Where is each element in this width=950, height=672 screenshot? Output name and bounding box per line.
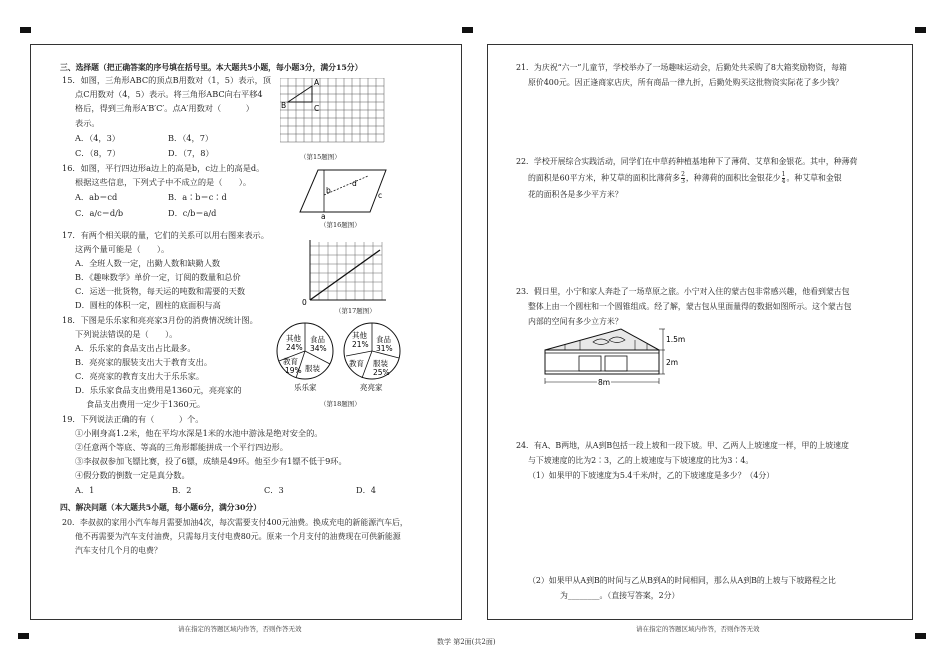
q20-line3: 汽车支付几个月的电费？	[75, 546, 162, 555]
registration-mark	[20, 27, 31, 33]
q18-option-b[interactable]: B．亮亮家的服装支出大于教育支出。	[75, 357, 213, 367]
pie1-edu-label: 教育	[283, 357, 298, 366]
q22-line1: 22．学校开展综合实践活动，同学们在中草药种植基地种下了薄荷、艾草和金银花。其中，种薄荷	[516, 157, 858, 166]
q22-frac2-num: 1	[781, 171, 786, 178]
q17-proportional-line	[310, 250, 380, 300]
q22-fraction-one-quarter	[782, 172, 786, 185]
q16-option-a[interactable]: A．ab＝cd	[75, 192, 118, 202]
pie1-name: 乐乐家	[294, 383, 317, 392]
footer-right-note: 请在指定的答题区域内作答，否则作答无效	[636, 625, 760, 633]
q23-diameter: 8m	[598, 378, 611, 387]
q19-option-c[interactable]: C．3	[264, 485, 284, 495]
q15-option-b[interactable]: B．（4，7）	[168, 133, 214, 143]
q16-label-a: a	[321, 212, 326, 220]
q22-fraction-two-thirds	[681, 172, 685, 185]
q22-text-b: ，种薄荷的面积比金银花少	[685, 173, 781, 183]
q17-line1: 17．有两个相关联的量，它们的关系可以用右图来表示。	[62, 230, 269, 240]
q16-label-b: b	[326, 186, 331, 195]
q24-part1: （1）如果甲的下坡速度为5.4千米/时，乙的下坡速度是多少？（4分）	[528, 471, 775, 480]
q18-option-a[interactable]: A．乐乐家的食品支出占比最多。	[75, 343, 196, 353]
q15-line3: 格后，得到三角形A′B′C′。点A′用数对（ ）	[75, 103, 254, 113]
q22-frac2-den: 4	[781, 178, 786, 185]
pie2-other-label: 其他	[352, 331, 367, 340]
q20-line1: 20．李叔叔的家用小汽车每月需要加油4次，每次需要支付400元油费。换成充电的新能源汽车后，	[62, 518, 408, 527]
section-3-title: 三、选择题（把正确答案的序号填在括号里。本大题共5小题，每小题3分，满分15分）	[60, 63, 363, 72]
q18-option-d[interactable]: D．乐乐家食品支出费用是1360元，亮亮家的	[75, 385, 242, 395]
q23-cone-height: 1.5m	[666, 335, 686, 344]
q15-option-a[interactable]: A．（4，3）	[75, 133, 120, 143]
q22-frac1-den: 3	[681, 178, 685, 185]
pie2-other-pct: 21%	[352, 340, 369, 349]
q16-label-d: d	[352, 179, 357, 188]
footer-page-number: 数学 第2面(共2面)	[437, 638, 496, 646]
pie-lele	[277, 323, 333, 392]
q19-item-4: ④假分数的倒数一定是真分数。	[75, 470, 190, 480]
q19-item-1: ①小刚身高1.2米，他在平均水深是1米的水池中游泳是绝对安全的。	[75, 428, 323, 438]
q18-line1: 18．下图是乐乐家和亮亮家3月份的消费情况统计图。	[62, 315, 258, 325]
q16-label-c: c	[378, 191, 383, 200]
q18-option-c[interactable]: C．亮亮家的教育支出大于乐乐家。	[75, 371, 205, 381]
yurt-roof	[545, 329, 659, 350]
pie1-clothes-label: 服装	[305, 364, 320, 373]
q19-option-a[interactable]: A．1	[75, 485, 95, 495]
q16-caption: （第16题图）	[320, 221, 361, 229]
registration-mark	[915, 633, 926, 639]
q18-caption: （第18题图）	[320, 400, 361, 408]
pie1-food-pct: 34%	[310, 344, 327, 353]
q18-option-d-cont: 食品支出费用一定少于1360元。	[86, 399, 206, 409]
pie2-edu-label: 教育	[349, 359, 364, 368]
q17-option-a[interactable]: A．全班人数一定，出勤人数和缺勤人数	[75, 258, 221, 268]
pie1-edu-pct: 19%	[285, 366, 302, 375]
yurt-body	[545, 350, 659, 374]
q16-option-c[interactable]: C．a/c＝d/b	[75, 208, 124, 218]
registration-mark	[462, 27, 473, 33]
q16-option-b[interactable]: B．a∶b＝c∶d	[168, 192, 227, 202]
q19-item-2: ②任意两个等底、等高的三角形都能拼成一个平行四边形。	[75, 442, 288, 452]
q21-line2: 原价400元。因正逢商家店庆，所有商品一律九折，后勤处购买这批物资实际花了多少钱？	[528, 78, 843, 87]
q22-line2	[528, 172, 842, 185]
q15-label-a: A	[314, 78, 320, 87]
q20-line2: 他不再需要为汽车支付油费，只需每月支付电费80元。原来一个月支付的油费现在可供新能源	[75, 532, 401, 541]
q17-option-d[interactable]: D．圆柱的体积一定，圆柱的底面积与高	[75, 300, 221, 310]
q15-label-c: C	[314, 104, 320, 113]
q17-option-c[interactable]: C．运送一批货物，每天运的吨数和需要的天数	[75, 286, 246, 296]
q19-line: 19．下列说法正确的有（ ）个。	[62, 414, 204, 424]
footer-left-note: 请在指定的答题区域内作答，否则作答无效	[178, 625, 302, 633]
q17-line-graph-figure	[300, 240, 390, 306]
q22-text-c: 。种艾草和金银	[786, 173, 842, 183]
registration-mark	[18, 633, 29, 639]
q19-option-b[interactable]: B．2	[172, 485, 192, 495]
q22-frac1-num: 2	[681, 171, 685, 178]
q16-line2: 根据这些信息，下列式子中不成立的是（ ）。	[75, 177, 252, 187]
q23-yurt-figure	[535, 326, 705, 390]
q22-text-a: 的面积是60平方米，种艾草的面积比薄荷多	[528, 173, 681, 183]
q17-caption: （第17题图）	[335, 307, 376, 315]
pie1-food-label: 食品	[310, 335, 325, 344]
q23-line1: 23．假日里，小宁和家人奔赴了一场草原之旅。小宁对入住的蒙古包非常感兴趣，他看到蒙古包	[516, 287, 850, 296]
pie2-clothes-pct: 25%	[373, 368, 390, 377]
pie2-clothes-label: 服装	[373, 359, 388, 368]
pie2-food-label: 食品	[376, 335, 391, 344]
section-4-title: 四、解决问题（本大题共5小题，每小题6分，满分30分）	[60, 503, 262, 512]
pie-liangliang	[344, 323, 400, 392]
q23-line2: 整体上由一个圆柱和一个圆锥组成。经了解，蒙古包从里面量得的数据如图所示。这个蒙古包	[528, 302, 852, 311]
registration-mark	[915, 27, 926, 33]
q15-caption: （第15题图）	[300, 153, 341, 161]
q24-part2-line1: （2）如果甲从A到B的时间与乙从B到A的时间相同，那么从A到B的上坡与下坡路程之比	[528, 576, 836, 585]
q15-option-d[interactable]: D．（7，8）	[168, 148, 214, 158]
q15-line4: 表示。	[75, 118, 100, 128]
q19-option-d[interactable]: D．4	[356, 485, 376, 495]
q16-line1: 16．如图，平行四边形a边上的高是b，c边上的高是d。	[62, 163, 265, 173]
q18-pie-charts	[272, 316, 407, 396]
q23-line3: 内部的空间有多少立方米？	[528, 317, 623, 326]
q22-line3: 花的面积各是多少平方米？	[528, 190, 623, 199]
q16-option-d[interactable]: D．c/b＝a/d	[168, 208, 217, 218]
q15-line2: 点C用数对（4，5）表示。将三角形ABC向右平移4	[75, 89, 263, 99]
q24-line2: 与下坡速度的比为2∶3，乙的上坡速度与下坡速度的比为3∶4。	[528, 456, 754, 465]
pie1-other-label: 其他	[286, 334, 301, 343]
q24-line1: 24．有A、B两地，从A到B包括一段上坡和一段下坡。甲、乙两人上坡速度一样，甲的上坡速度	[516, 441, 849, 450]
q15-option-c[interactable]: C．（8，7）	[75, 148, 121, 158]
q24-part2-answer[interactable]: 为________。（直接写答案，2分）	[560, 591, 680, 600]
pie2-name: 亮亮家	[360, 383, 383, 392]
q17-line2: 这两个量可能是（ ）。	[75, 244, 170, 254]
q17-option-b[interactable]: B．《趣味数学》单价一定，订阅的数量和总价	[75, 272, 241, 282]
q18-line2: 下列说法错误的是（ ）。	[75, 329, 178, 339]
q23-cylinder-height: 2m	[666, 358, 679, 367]
q15-grid-figure	[280, 78, 390, 148]
pie1-other-pct: 24%	[286, 343, 303, 352]
q17-origin-label: 0	[302, 298, 307, 306]
q15-label-b: B	[281, 101, 287, 110]
q16-parallelogram-figure	[290, 164, 390, 220]
q15-line1: 15．如图，三角形ABC的顶点B用数对（1，5）表示，顶	[62, 75, 271, 85]
q21-line1: 21．为庆祝“六一”儿童节，学校举办了一场趣味运动会，后勤处共采购了8大箱奖励物资，每箱	[516, 63, 847, 72]
q19-item-3: ③李叔叔参加飞镖比赛，投了6镖，成绩是49环。他至少有1镖不低于9环。	[75, 456, 347, 466]
pie2-food-pct: 31%	[376, 344, 393, 353]
